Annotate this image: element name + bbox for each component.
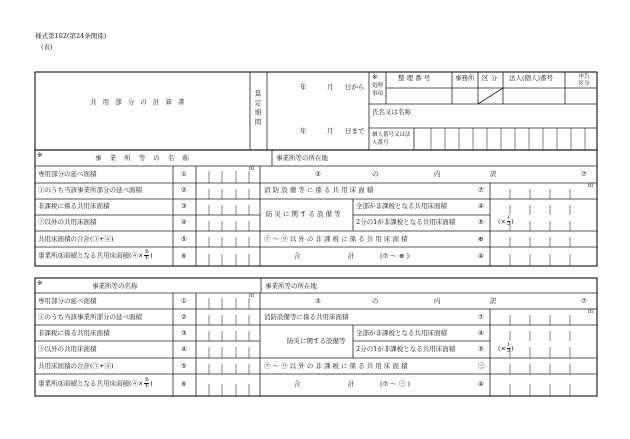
s2-total-range: (⑦ ～ ㊂ ) xyxy=(380,380,411,388)
s1-fire-num: ⑦ xyxy=(478,186,484,194)
s1-total-label: 合 xyxy=(294,252,301,260)
s1-other-num: ⊕ xyxy=(478,235,484,243)
s2-r-no: の xyxy=(372,297,379,305)
s1-row5-num: ⑤ xyxy=(181,235,187,243)
s1-row1-label: 専用部分の延べ面積 xyxy=(38,170,97,178)
s2-office-addr-label: 事業所等の所在地 xyxy=(265,282,317,290)
s2-row2-label: ①のうち当該事業所部分の延べ面積 xyxy=(38,313,142,321)
s2-r-unit: ㎡ xyxy=(588,309,594,315)
s1-r-uchi: 内 xyxy=(434,170,441,178)
s1-half-ratio: (× $\frac{1}{2}$ ) xyxy=(498,215,514,227)
year-to: 年 xyxy=(300,127,307,135)
col-office: 事務所 xyxy=(455,74,475,82)
col-ku: 区 分 xyxy=(482,74,498,82)
s1-other-label: ⑦ ～ ⑨ 以 外 の 非 課 税 に 係 る 共 用 床 面 積 xyxy=(264,235,408,243)
s2-office-name-label: 事業所等の名称 xyxy=(92,282,138,290)
s2-all-exempt-num: ④ xyxy=(478,329,484,337)
s2-unit: ㎡ xyxy=(249,293,255,299)
s2-row6-num: ⑥ xyxy=(181,380,187,388)
s2-row4-label: ③以外の共用床面積 xyxy=(38,345,97,353)
s1-r-num3: ③ xyxy=(315,170,321,178)
s1-r-unit: ㎡ xyxy=(588,183,594,189)
s2-r-num3: ③ xyxy=(315,297,321,305)
s1-mark: ※ xyxy=(37,151,43,159)
s2-bousai-label: 防災に関する設備等 xyxy=(287,337,346,345)
s1-row4-num: ④ xyxy=(181,218,187,226)
s2-row3-num: ③ xyxy=(181,329,187,337)
s1-total-range: (⑦ ～ ⊕ ) xyxy=(380,252,410,260)
s1-row2-num: ② xyxy=(181,186,187,194)
s2-fire-num: ⑦ xyxy=(478,313,484,321)
s2-row5-num: ⑤ xyxy=(181,362,187,370)
s2-other-label: ⑦ ～ ⑨ 以 外 の 非 課 税 に 係 る 共 用 床 面 積 xyxy=(264,362,408,370)
s2-r-top-num: ⑦ xyxy=(581,297,587,305)
s2-total-label: 合 xyxy=(294,380,301,388)
form-title: 共 用 部 分 の 計 算 書 xyxy=(90,98,187,106)
s1-r-top-num: ⑦ xyxy=(581,170,587,178)
form-number: 様式第102(第24条関係) xyxy=(35,32,107,40)
s2-other-num: ㊂ xyxy=(478,362,485,370)
s1-half-exempt-num: ⑤ xyxy=(478,218,484,226)
s1-row2-label: ①のうち当該事業所部分の延べ面積 xyxy=(38,186,142,194)
s2-row6-label: 事業所床面積となる共用床面積(④× $\frac{\text{②}}{\text{①}}$ ) xyxy=(38,377,153,389)
s1-r-no: の xyxy=(372,170,379,178)
col-seiri: 整 理 番 号 xyxy=(398,74,431,82)
year-from: 年 xyxy=(300,83,307,91)
s1-row1-num: ① xyxy=(181,170,187,178)
s2-total-num: ④ xyxy=(478,380,484,388)
s2-r-uchi: 内 xyxy=(434,297,441,305)
s2-total-label2: 計 xyxy=(348,380,355,388)
s1-row4-label: ③以外の共用床面積 xyxy=(38,218,97,226)
s2-row3-label: 非課税に係る共用床面積 xyxy=(38,329,110,337)
s2-row2-num: ② xyxy=(181,313,187,321)
processing-mark: ※ xyxy=(372,73,378,81)
s1-fire-label: 消 防 設 備 等 に 係 る 共 用 床 面 積 xyxy=(264,186,374,194)
s1-half-exempt: 2分の1が非課税となる共用床面積 xyxy=(356,218,456,226)
s1-office-name-label: 事 業 所 等 の 名 称 xyxy=(95,154,192,162)
month-to: 月 xyxy=(327,127,334,135)
s1-unit: ㎡ xyxy=(249,166,255,172)
processing-label: 処理事項 xyxy=(372,83,384,97)
s2-row5-label: 共用床面積の合計(③+④) xyxy=(38,362,114,370)
s1-total-label2: 計 xyxy=(348,252,355,260)
s2-all-exempt: 全部が非課税となる共用床面積 xyxy=(356,329,447,337)
period-label: 算定期間 xyxy=(253,90,262,128)
s1-office-addr-label: 事業所等の所在地 xyxy=(276,154,328,162)
col-shinkoku: 申告区分 xyxy=(578,74,590,87)
s1-all-exempt: 全部が非課税となる共用床面積 xyxy=(356,202,447,210)
month-from: 月 xyxy=(327,83,334,91)
s1-all-exempt-num: ④ xyxy=(478,202,484,210)
s2-r-yaku: 訳 xyxy=(490,297,497,305)
s1-bousai-label: 防災に関する設備等 xyxy=(266,210,343,218)
s2-half-exempt-num: ⑤ xyxy=(478,345,484,353)
s2-fire-label: 消防設備等に係る共用床面積 xyxy=(264,313,349,321)
kojin-label: 個人番号又は法人番号 xyxy=(372,132,411,146)
s1-row3-label: 非課税に係る共用床面積 xyxy=(38,202,110,210)
s2-half-ratio: (× $\frac{1}{2}$ ) xyxy=(498,342,514,354)
s2-row1-label: 専用部分の延べ面積 xyxy=(38,297,97,305)
s1-row5-label: 共用床面積の合計(③+④) xyxy=(38,235,114,243)
s2-row4-num: ④ xyxy=(181,345,187,353)
s1-total-num: ④ xyxy=(478,252,484,260)
s2-half-exempt: 2分の1が非課税となる共用床面積 xyxy=(356,345,456,353)
day-from: 日から xyxy=(345,83,365,91)
s2-mark: ※ xyxy=(37,279,43,287)
s1-r-yaku: 訳 xyxy=(490,170,497,178)
s2-row1-num: ① xyxy=(181,297,187,305)
s1-row6-num: ⑥ xyxy=(181,252,187,260)
col-corp-no: 法人(個人)番号 xyxy=(509,74,554,82)
s1-row3-num: ③ xyxy=(181,202,187,210)
form-side: (表) xyxy=(41,43,53,51)
s1-row6-label: 事業所床面積となる共用床面積(④× $\frac{\text{②}}{\text{①}}$ ) xyxy=(38,249,153,261)
day-to: 日まで xyxy=(345,127,365,135)
name-label: 氏名又は名称 xyxy=(372,108,411,116)
